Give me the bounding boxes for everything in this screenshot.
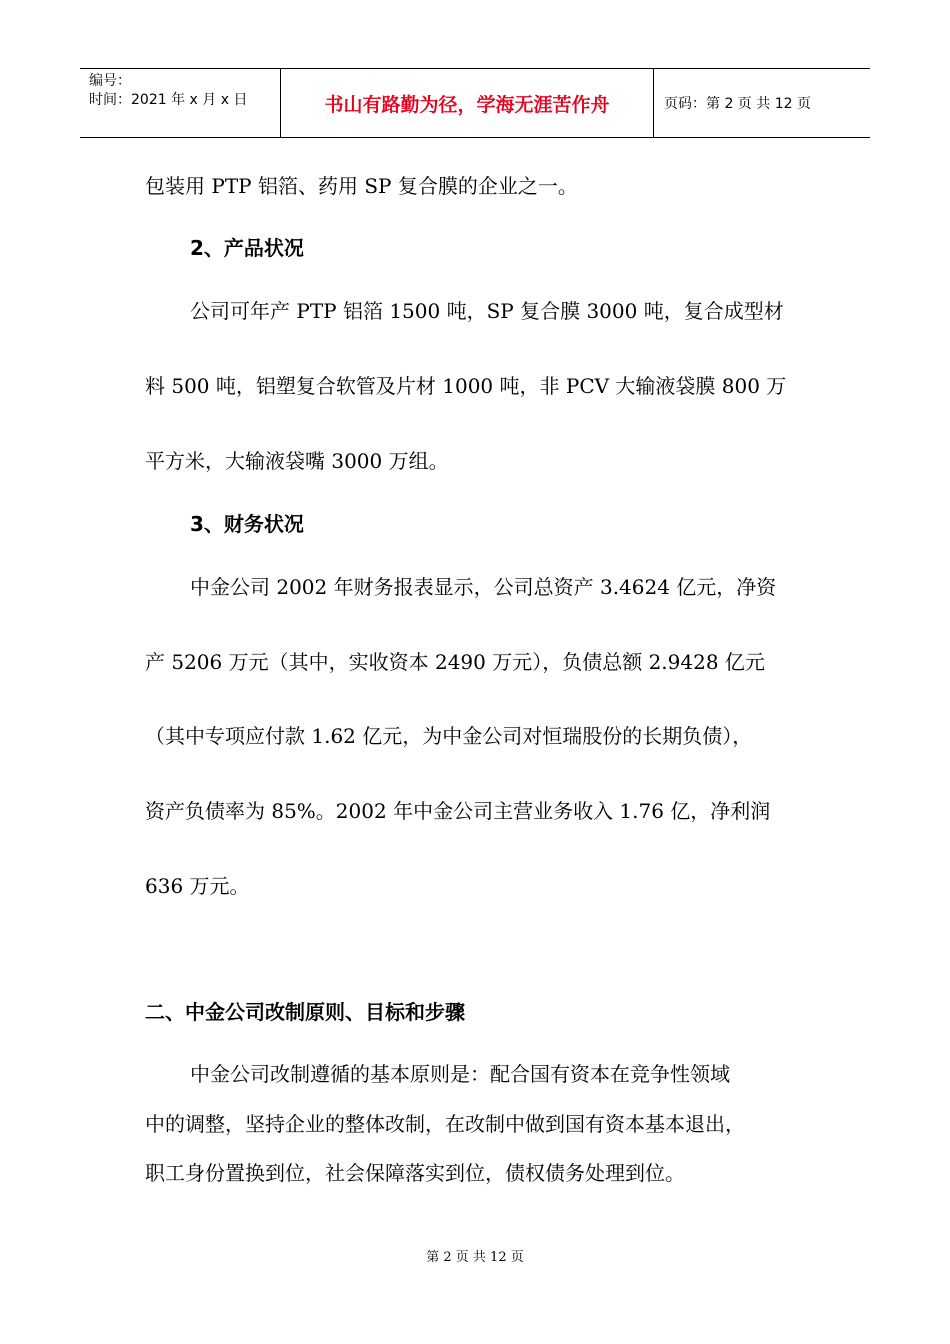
- paragraph-line: 中金公司 2002 年财务报表显示，公司总资产 3.4624 亿元，净资: [190, 575, 777, 599]
- header-page-info: 页码：第 2 页 共 12 页: [664, 96, 811, 112]
- page-header: [80, 68, 870, 138]
- page-footer: 第 2 页 共 12 页: [426, 1250, 524, 1265]
- paragraph-line: 中的调整，坚持企业的整体改制，在改制中做到国有资本基本退出，: [145, 1112, 745, 1136]
- paragraph-line: 产 5206 万元（其中，实收资本 2490 万元），负债总额 2.9428 亿元: [145, 650, 765, 674]
- header-meta: [80, 69, 281, 137]
- number-label: 编号：: [89, 73, 131, 89]
- paragraph-line: 职工身份置换到位，社会保障落实到位，债权债务处理到位。: [145, 1161, 685, 1185]
- paragraph-line: 料 500 吨，铝塑复合软管及片材 1000 吨，非 PCV 大输液袋膜 800 万: [145, 374, 787, 398]
- heading-financial-status: 3、财务状况: [190, 512, 304, 536]
- paragraph-line: 636 万元。: [145, 874, 250, 898]
- heading-product-status: 2、产品状况: [190, 236, 304, 260]
- paragraph-line: 中金公司改制遵循的基本原则是：配合国有资本在竞争性领域: [190, 1062, 730, 1086]
- paragraph-line: 包装用 PTP 铝箔、药用 SP 复合膜的企业之一。: [145, 174, 578, 198]
- paragraph-line: 资产负债率为 85%。2002 年中金公司主营业务收入 1.76 亿，净利润: [145, 799, 771, 823]
- paragraph-line: 平方米，大输液袋嘴 3000 万组。: [145, 449, 449, 473]
- time-label: 时间：2021 年 x 月 x 日: [89, 92, 248, 108]
- header-motto: 书山有路勤为径，学海无涯苦作舟: [281, 69, 654, 137]
- section-heading: 二、中金公司改制原则、目标和步骤: [145, 1000, 465, 1024]
- paragraph-line: （其中专项应付款 1.62 亿元，为中金公司对恒瑞股份的长期负债），: [145, 724, 753, 748]
- paragraph-line: 公司可年产 PTP 铝箔 1500 吨，SP 复合膜 3000 吨，复合成型材: [190, 299, 784, 323]
